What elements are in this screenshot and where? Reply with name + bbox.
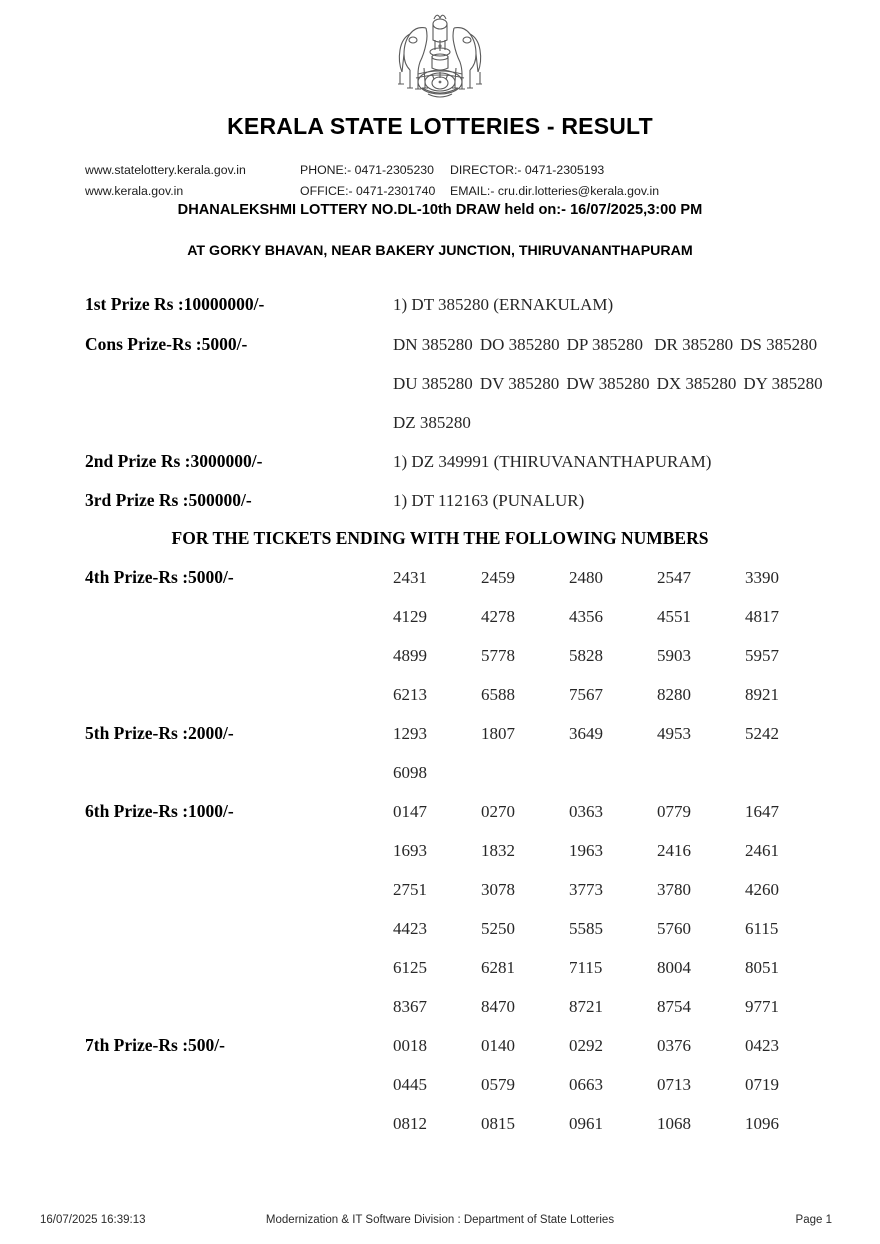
number-row	[393, 919, 813, 958]
second-prize-label: 2nd Prize Rs :3000000/-	[85, 451, 263, 471]
seventh-prize-label: 7th Prize-Rs :500/-	[85, 1035, 225, 1055]
lottery-number: 8921	[745, 685, 779, 704]
lottery-number: 6281	[481, 958, 515, 977]
fourth-prize-numbers	[393, 568, 813, 724]
lottery-number: 0663	[569, 1075, 603, 1094]
lottery-number: 0445	[393, 1075, 427, 1094]
email-address: EMAIL:- cru.dir.lotteries@kerala.gov.in	[450, 184, 660, 198]
ending-numbers-heading: FOR THE TICKETS ENDING WITH THE FOLLOWING NUMBERS	[171, 528, 709, 548]
number-row	[393, 646, 813, 685]
lottery-number: 6125	[393, 958, 427, 977]
lottery-number: 0719	[745, 1075, 779, 1094]
lottery-number: 5585	[569, 919, 603, 938]
number-row	[393, 568, 813, 607]
lottery-number: 5242	[745, 724, 779, 743]
lottery-number: 4129	[393, 607, 427, 626]
lottery-number: 4953	[657, 724, 691, 743]
consolation-ticket: DO 385280	[479, 335, 560, 354]
number-row	[393, 763, 813, 802]
number-row	[393, 841, 813, 880]
footer-page-number: Page 1	[795, 1214, 832, 1226]
lottery-number: 1832	[481, 841, 515, 860]
contact-row-1	[85, 160, 805, 181]
lottery-number: 2431	[393, 568, 427, 587]
number-row	[393, 607, 813, 646]
lottery-number: 2751	[393, 880, 427, 899]
lottery-number: 0147	[393, 802, 427, 821]
lottery-number: 5760	[657, 919, 691, 938]
consolation-row-1	[393, 335, 824, 355]
lottery-number: 1963	[569, 841, 603, 860]
phone-number: PHONE:- 0471-2305230	[300, 163, 434, 177]
third-prize-value: 1) DT 112163 (PUNALUR)	[393, 491, 585, 510]
lottery-number: 3780	[657, 880, 691, 899]
lottery-number: 0713	[657, 1075, 691, 1094]
lottery-number: 5250	[481, 919, 515, 938]
consolation-ticket: DX 385280	[656, 374, 737, 393]
number-row	[393, 958, 813, 997]
lottery-number: 4278	[481, 607, 515, 626]
fifth-prize-numbers	[393, 724, 813, 802]
number-row	[393, 802, 813, 841]
consolation-prize-label: Cons Prize-Rs :5000/-	[85, 334, 248, 354]
lottery-number: 6588	[481, 685, 515, 704]
number-row	[393, 1114, 813, 1153]
lottery-number: 2480	[569, 568, 603, 587]
lottery-number: 0018	[393, 1036, 427, 1055]
consolation-ticket: DW 385280	[566, 374, 650, 393]
lottery-number: 3078	[481, 880, 515, 899]
consolation-ticket: DR 385280	[649, 335, 734, 354]
lottery-number: 3649	[569, 724, 603, 743]
lottery-number: 1068	[657, 1114, 691, 1133]
lottery-number: 8280	[657, 685, 691, 704]
website-primary: www.statelottery.kerala.gov.in	[85, 163, 246, 177]
lottery-number: 4817	[745, 607, 779, 626]
lottery-number: 6098	[393, 763, 427, 782]
lottery-number: 2459	[481, 568, 515, 587]
sixth-prize-numbers	[393, 802, 813, 1036]
footer-department: Modernization & IT Software Division : Department of State Lotteries	[265, 1214, 615, 1226]
office-number: OFFICE:- 0471-2301740	[300, 184, 436, 198]
lottery-number: 4899	[393, 646, 427, 665]
lottery-number: 4356	[569, 607, 603, 626]
third-prize-label: 3rd Prize Rs :500000/-	[85, 490, 252, 510]
number-row	[393, 1036, 813, 1075]
lottery-number: 2547	[657, 568, 691, 587]
number-row	[393, 685, 813, 724]
lottery-number: 0779	[657, 802, 691, 821]
lottery-number: 7115	[569, 958, 603, 977]
number-row	[393, 724, 813, 763]
lottery-number: 0376	[657, 1036, 691, 1055]
lottery-number: 6115	[745, 919, 779, 938]
second-prize-value: 1) DZ 349991 (THIRUVANANTHAPURAM)	[393, 452, 712, 471]
consolation-ticket: DN 385280	[393, 335, 473, 354]
consolation-ticket: DS 385280	[740, 335, 818, 354]
lottery-number: 2416	[657, 841, 691, 860]
sixth-prize-label: 6th Prize-Rs :1000/-	[85, 801, 234, 821]
emblem-container	[0, 10, 880, 115]
lottery-number: 7567	[569, 685, 603, 704]
seventh-prize-numbers	[393, 1036, 813, 1153]
lottery-number: 8367	[393, 997, 427, 1016]
lottery-number: 5828	[569, 646, 603, 665]
lottery-number: 0961	[569, 1114, 603, 1133]
footer-timestamp: 16/07/2025 16:39:13	[40, 1214, 146, 1226]
first-prize-value: 1) DT 385280 (ERNAKULAM)	[393, 295, 614, 314]
lottery-number: 5903	[657, 646, 691, 665]
lottery-number: 5957	[745, 646, 779, 665]
number-row	[393, 880, 813, 919]
lottery-number: 1807	[481, 724, 515, 743]
lottery-number: 8470	[481, 997, 515, 1016]
consolation-ticket: DV 385280	[479, 374, 560, 393]
lottery-number: 1693	[393, 841, 427, 860]
consolation-row-3	[393, 413, 478, 433]
contact-row-2	[85, 181, 805, 202]
lottery-number: 0270	[481, 802, 515, 821]
director-number: DIRECTOR:- 0471-2305193	[450, 163, 605, 177]
fourth-prize-label: 4th Prize-Rs :5000/-	[85, 567, 234, 587]
lottery-number: 9771	[745, 997, 779, 1016]
lottery-number: 1647	[745, 802, 779, 821]
lottery-number: 4260	[745, 880, 779, 899]
lottery-number: 0140	[481, 1036, 515, 1055]
lottery-number: 3773	[569, 880, 603, 899]
draw-info-line: DHANALEKSHMI LOTTERY NO.DL-10th DRAW held on:- 16/07/2025,3:00 PM	[177, 202, 703, 218]
lottery-number: 8051	[745, 958, 779, 977]
lottery-number: 2461	[745, 841, 779, 860]
consolation-row-2	[393, 374, 830, 394]
page-title: KERALA STATE LOTTERIES - RESULT	[227, 113, 653, 139]
consolation-ticket: DY 385280	[743, 374, 823, 393]
consolation-ticket: DP 385280	[566, 335, 643, 354]
lottery-number: 4423	[393, 919, 427, 938]
lottery-number: 8004	[657, 958, 691, 977]
lottery-number: 0292	[569, 1036, 603, 1055]
first-prize-label: 1st Prize Rs :10000000/-	[85, 294, 265, 314]
number-row	[393, 1075, 813, 1114]
lottery-number: 3390	[745, 568, 779, 587]
lottery-number: 5778	[481, 646, 515, 665]
kerala-state-emblem-icon	[388, 10, 492, 110]
contact-block	[85, 160, 805, 202]
lottery-number: 0423	[745, 1036, 779, 1055]
lottery-number: 1096	[745, 1114, 779, 1133]
fifth-prize-label: 5th Prize-Rs :2000/-	[85, 723, 234, 743]
lottery-number: 4551	[657, 607, 691, 626]
lottery-number: 0815	[481, 1114, 515, 1133]
lottery-number: 1293	[393, 724, 427, 743]
consolation-ticket: DZ 385280	[393, 413, 471, 432]
lottery-number: 0579	[481, 1075, 515, 1094]
lottery-number: 8721	[569, 997, 603, 1016]
lottery-number: 6213	[393, 685, 427, 704]
lottery-number: 8754	[657, 997, 691, 1016]
website-secondary: www.kerala.gov.in	[85, 184, 184, 198]
lottery-number: 0363	[569, 802, 603, 821]
lottery-number: 0812	[393, 1114, 427, 1133]
number-row	[393, 997, 813, 1036]
consolation-ticket: DU 385280	[393, 374, 473, 393]
venue-line: AT GORKY BHAVAN, NEAR BAKERY JUNCTION, THIRUVANANTHAPURAM	[187, 243, 693, 259]
